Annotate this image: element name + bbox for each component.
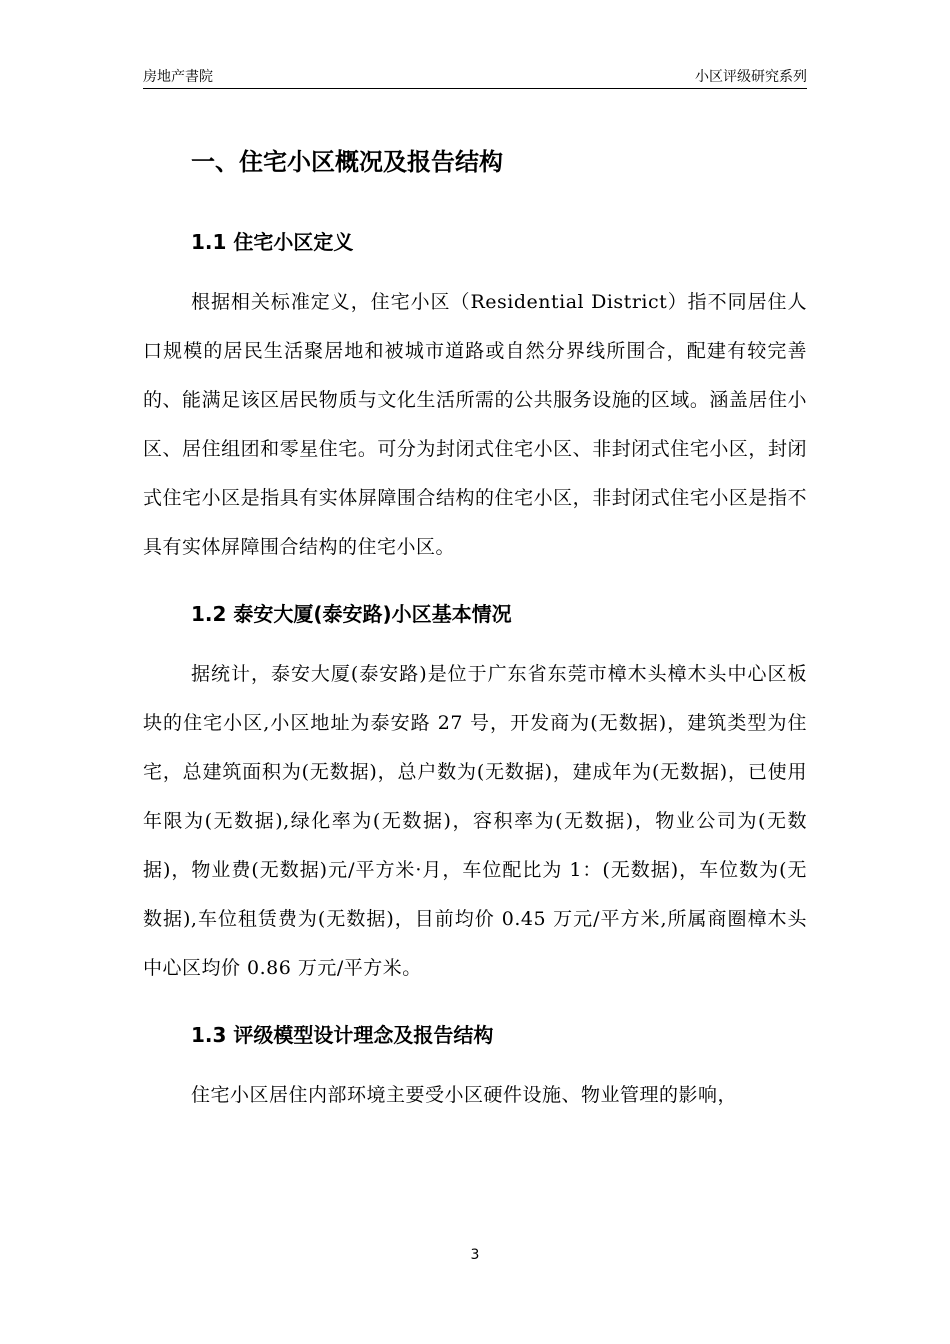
paragraph-model-design: 住宅小区居住内部环境主要受小区硬件设施、物业管理的影响， bbox=[191, 1084, 738, 1106]
section-title: 一、住宅小区概况及报告结构 bbox=[191, 148, 503, 176]
header-publisher: 房地产書院 bbox=[143, 69, 213, 85]
subsection-heading-1-2: 1.2 泰安大厦(泰安路)小区基本情况 bbox=[191, 602, 512, 626]
subsection-heading-1-3: 1.3 评级模型设计理念及报告结构 bbox=[191, 1023, 494, 1047]
page-header bbox=[143, 62, 807, 89]
subsection-heading-1-1: 1.1 住宅小区定义 bbox=[191, 230, 354, 254]
page-number: 3 bbox=[470, 1247, 480, 1263]
header-series: 小区评级研究系列 bbox=[695, 69, 807, 85]
page-content bbox=[143, 132, 807, 1140]
paragraph-definition: 根据相关标准定义，住宅小区（Residential District）指不同居住人口规模的居民生活聚居地和被城市道路或自然分界线所围合，配建有较完善的、能满足该区居民物质与文化生活所需的公共服务设施的区域。涵盖居住小区、居住组团和零星住宅。可分为封闭式住宅小区、非封闭式住宅小区，封闭式住宅小区是指具有实体屏障围合结构的住宅小区，非封闭式住宅小区是指不具有实体屏障围合结构的住宅小区。 bbox=[143, 291, 807, 558]
paragraph-basic-info: 据统计，泰安大厦(泰安路)是位于广东省东莞市樟木头樟木头中心区板块的住宅小区,小区地址为泰安路 27 号，开发商为(无数据)，建筑类型为住宅，总建筑面积为(无数据)，总户数为(无数据)，建成年为(无数据)，已使用年限为(无数据),绿化率为(无数据)，容积率为(无数据)，物业公司为(无数据)，物业费(无数据)元/平方米·月，车位配比为 1：(无数据)，车位数为(无数据),车位租赁费为(无数据)，目前均价 0.45 万元/平方米,所属商圈樟木头中心区均价 0.86 万元/平方米。 bbox=[143, 663, 807, 979]
